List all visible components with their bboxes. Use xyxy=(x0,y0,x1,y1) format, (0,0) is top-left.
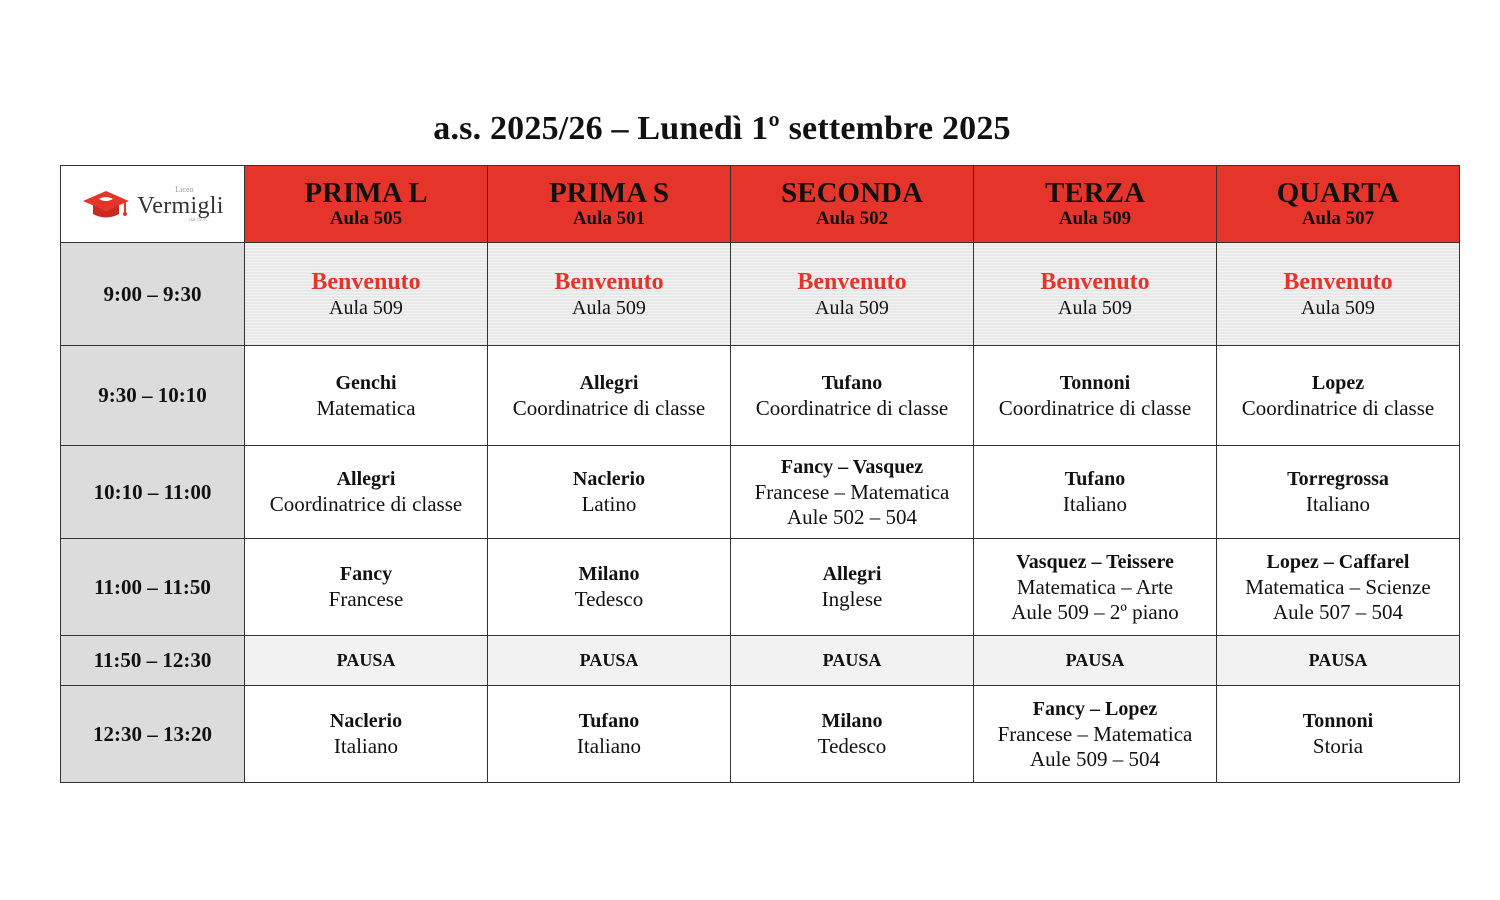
welcome-row xyxy=(61,243,1460,346)
page-title: a.s. 2025/26 – Lunedì 1º settembre 2025 xyxy=(433,110,1011,147)
welcome-cell xyxy=(974,243,1217,346)
class-header xyxy=(245,166,488,243)
class-header xyxy=(1217,166,1460,243)
teacher-name: Genchi xyxy=(335,371,397,394)
lesson-cell xyxy=(488,446,731,539)
teacher-name: Allegri xyxy=(822,563,882,585)
lesson-cell xyxy=(731,446,974,539)
teacher-name: Tufano xyxy=(578,710,640,732)
subject: Coordinatrice di classe xyxy=(512,395,706,420)
logo-small-text: Liceo xyxy=(175,184,194,194)
teacher-name: Allegri xyxy=(336,468,396,490)
class-name: PRIMA S xyxy=(548,177,670,209)
teacher-name: Allegri xyxy=(579,371,639,394)
break-cell: PAUSA xyxy=(245,636,488,686)
school-logo xyxy=(61,186,244,223)
teacher-name: Fancy – Lopez xyxy=(1032,697,1158,720)
lesson-cell xyxy=(245,446,488,539)
break-cell: PAUSA xyxy=(974,636,1217,686)
class-name: TERZA xyxy=(1045,177,1145,209)
subject: Francese xyxy=(328,587,404,611)
lesson-cell xyxy=(731,346,974,446)
teacher-name: Tonnoni xyxy=(1059,371,1131,394)
teacher-name: Fancy – Vasquez xyxy=(780,455,924,478)
break-cell: PAUSA xyxy=(731,636,974,686)
welcome-room: Aula 509 xyxy=(1301,296,1375,319)
schedule-row xyxy=(61,686,1460,783)
class-name: SECONDA xyxy=(781,177,923,209)
lesson-cell xyxy=(245,539,488,636)
class-room: Aula 502 xyxy=(815,208,889,229)
subject: Storia xyxy=(1312,734,1364,758)
subject: Italiano xyxy=(1062,492,1128,516)
teacher-name: Tonnoni xyxy=(1302,710,1374,732)
subject: Italiano xyxy=(333,734,399,758)
class-header xyxy=(488,166,731,243)
welcome-room: Aula 509 xyxy=(1058,296,1132,319)
logo-tiny-text: dal 1978 xyxy=(189,217,207,223)
schedule-row xyxy=(61,446,1460,539)
subject: Inglese xyxy=(821,587,883,611)
break-cell: PAUSA xyxy=(488,636,731,686)
lesson-cell xyxy=(1217,686,1460,783)
teacher-name: Naclerio xyxy=(329,710,403,732)
schedule-row xyxy=(61,539,1460,636)
schedule-table xyxy=(60,165,1460,783)
class-name: PRIMA L xyxy=(304,177,428,209)
class-name: QUARTA xyxy=(1276,177,1400,209)
teacher-name: Torregrossa xyxy=(1287,468,1389,490)
time-slot: 10:10 – 11:00 xyxy=(61,446,245,539)
time-slot: 11:50 – 12:30 xyxy=(61,636,245,686)
subject: Coordinatrice di classe xyxy=(755,395,949,420)
welcome-title: Benvenuto xyxy=(1040,268,1150,295)
welcome-room: Aula 509 xyxy=(329,296,403,319)
subject: Coordinatrice di classe xyxy=(1241,395,1435,420)
lesson-cell xyxy=(488,346,731,446)
class-room: Aula 501 xyxy=(572,208,646,229)
welcome-cell xyxy=(1217,243,1460,346)
welcome-cell xyxy=(245,243,488,346)
subject: Matematica xyxy=(316,395,416,420)
lesson-cell xyxy=(974,346,1217,446)
subject: Italiano xyxy=(576,734,642,758)
welcome-room: Aula 509 xyxy=(572,296,646,319)
subject: Matematica – Arte xyxy=(1016,574,1174,599)
subject: Italiano xyxy=(1305,492,1371,516)
teacher-name: Fancy xyxy=(339,563,393,585)
lesson-room: Aule 509 – 504 xyxy=(1029,746,1161,771)
class-room: Aula 505 xyxy=(329,208,403,229)
lesson-cell xyxy=(731,686,974,783)
lesson-room: Aule 507 – 504 xyxy=(1272,599,1404,624)
teacher-name: Tufano xyxy=(821,371,883,394)
lesson-room: Aule 509 – 2º piano xyxy=(1011,599,1179,624)
lesson-cell xyxy=(245,346,488,446)
class-room: Aula 507 xyxy=(1301,208,1375,229)
teacher-name: Lopez xyxy=(1311,371,1365,394)
logo-main-text: Vermigli xyxy=(137,192,224,219)
time-slot: 12:30 – 13:20 xyxy=(61,686,245,783)
lesson-cell xyxy=(974,686,1217,783)
welcome-room: Aula 509 xyxy=(815,296,889,319)
welcome-title: Benvenuto xyxy=(311,268,421,295)
lesson-cell xyxy=(731,539,974,636)
teacher-name: Lopez – Caffarel xyxy=(1266,550,1410,573)
welcome-cell xyxy=(488,243,731,346)
time-slot: 11:00 – 11:50 xyxy=(61,539,245,636)
teacher-name: Tufano xyxy=(1064,468,1126,490)
header-row xyxy=(61,166,1460,243)
logo-cell xyxy=(61,166,245,243)
subject: Francese – Matematica xyxy=(754,479,950,504)
subject: Francese – Matematica xyxy=(997,721,1193,746)
schedule-row xyxy=(61,346,1460,446)
lesson-cell xyxy=(974,539,1217,636)
subject: Latino xyxy=(581,492,637,516)
teacher-name: Milano xyxy=(578,563,640,585)
subject: Tedesco xyxy=(574,587,644,611)
time-slot: 9:30 – 10:10 xyxy=(61,346,245,446)
teacher-name: Naclerio xyxy=(572,468,646,490)
class-room: Aula 509 xyxy=(1058,208,1132,229)
graduation-cap-icon xyxy=(81,187,131,221)
welcome-title: Benvenuto xyxy=(554,268,664,295)
lesson-cell xyxy=(488,539,731,636)
teacher-name: Vasquez – Teissere xyxy=(1016,550,1174,573)
class-header xyxy=(731,166,974,243)
lesson-cell xyxy=(488,686,731,783)
lesson-cell xyxy=(245,686,488,783)
teacher-name: Milano xyxy=(821,710,883,732)
lesson-cell xyxy=(974,446,1217,539)
subject: Matematica – Scienze xyxy=(1245,574,1431,599)
welcome-title: Benvenuto xyxy=(797,268,907,295)
time-slot: 9:00 – 9:30 xyxy=(61,243,245,346)
lesson-cell xyxy=(1217,446,1460,539)
subject: Coordinatrice di classe xyxy=(269,492,463,516)
lesson-cell xyxy=(1217,346,1460,446)
lesson-cell xyxy=(1217,539,1460,636)
break-cell: PAUSA xyxy=(1217,636,1460,686)
class-header xyxy=(974,166,1217,243)
welcome-cell xyxy=(731,243,974,346)
subject: Coordinatrice di classe xyxy=(998,395,1192,420)
subject: Tedesco xyxy=(817,734,887,758)
welcome-title: Benvenuto xyxy=(1283,268,1393,295)
lesson-room: Aule 502 – 504 xyxy=(786,504,918,529)
break-row xyxy=(61,636,1460,686)
